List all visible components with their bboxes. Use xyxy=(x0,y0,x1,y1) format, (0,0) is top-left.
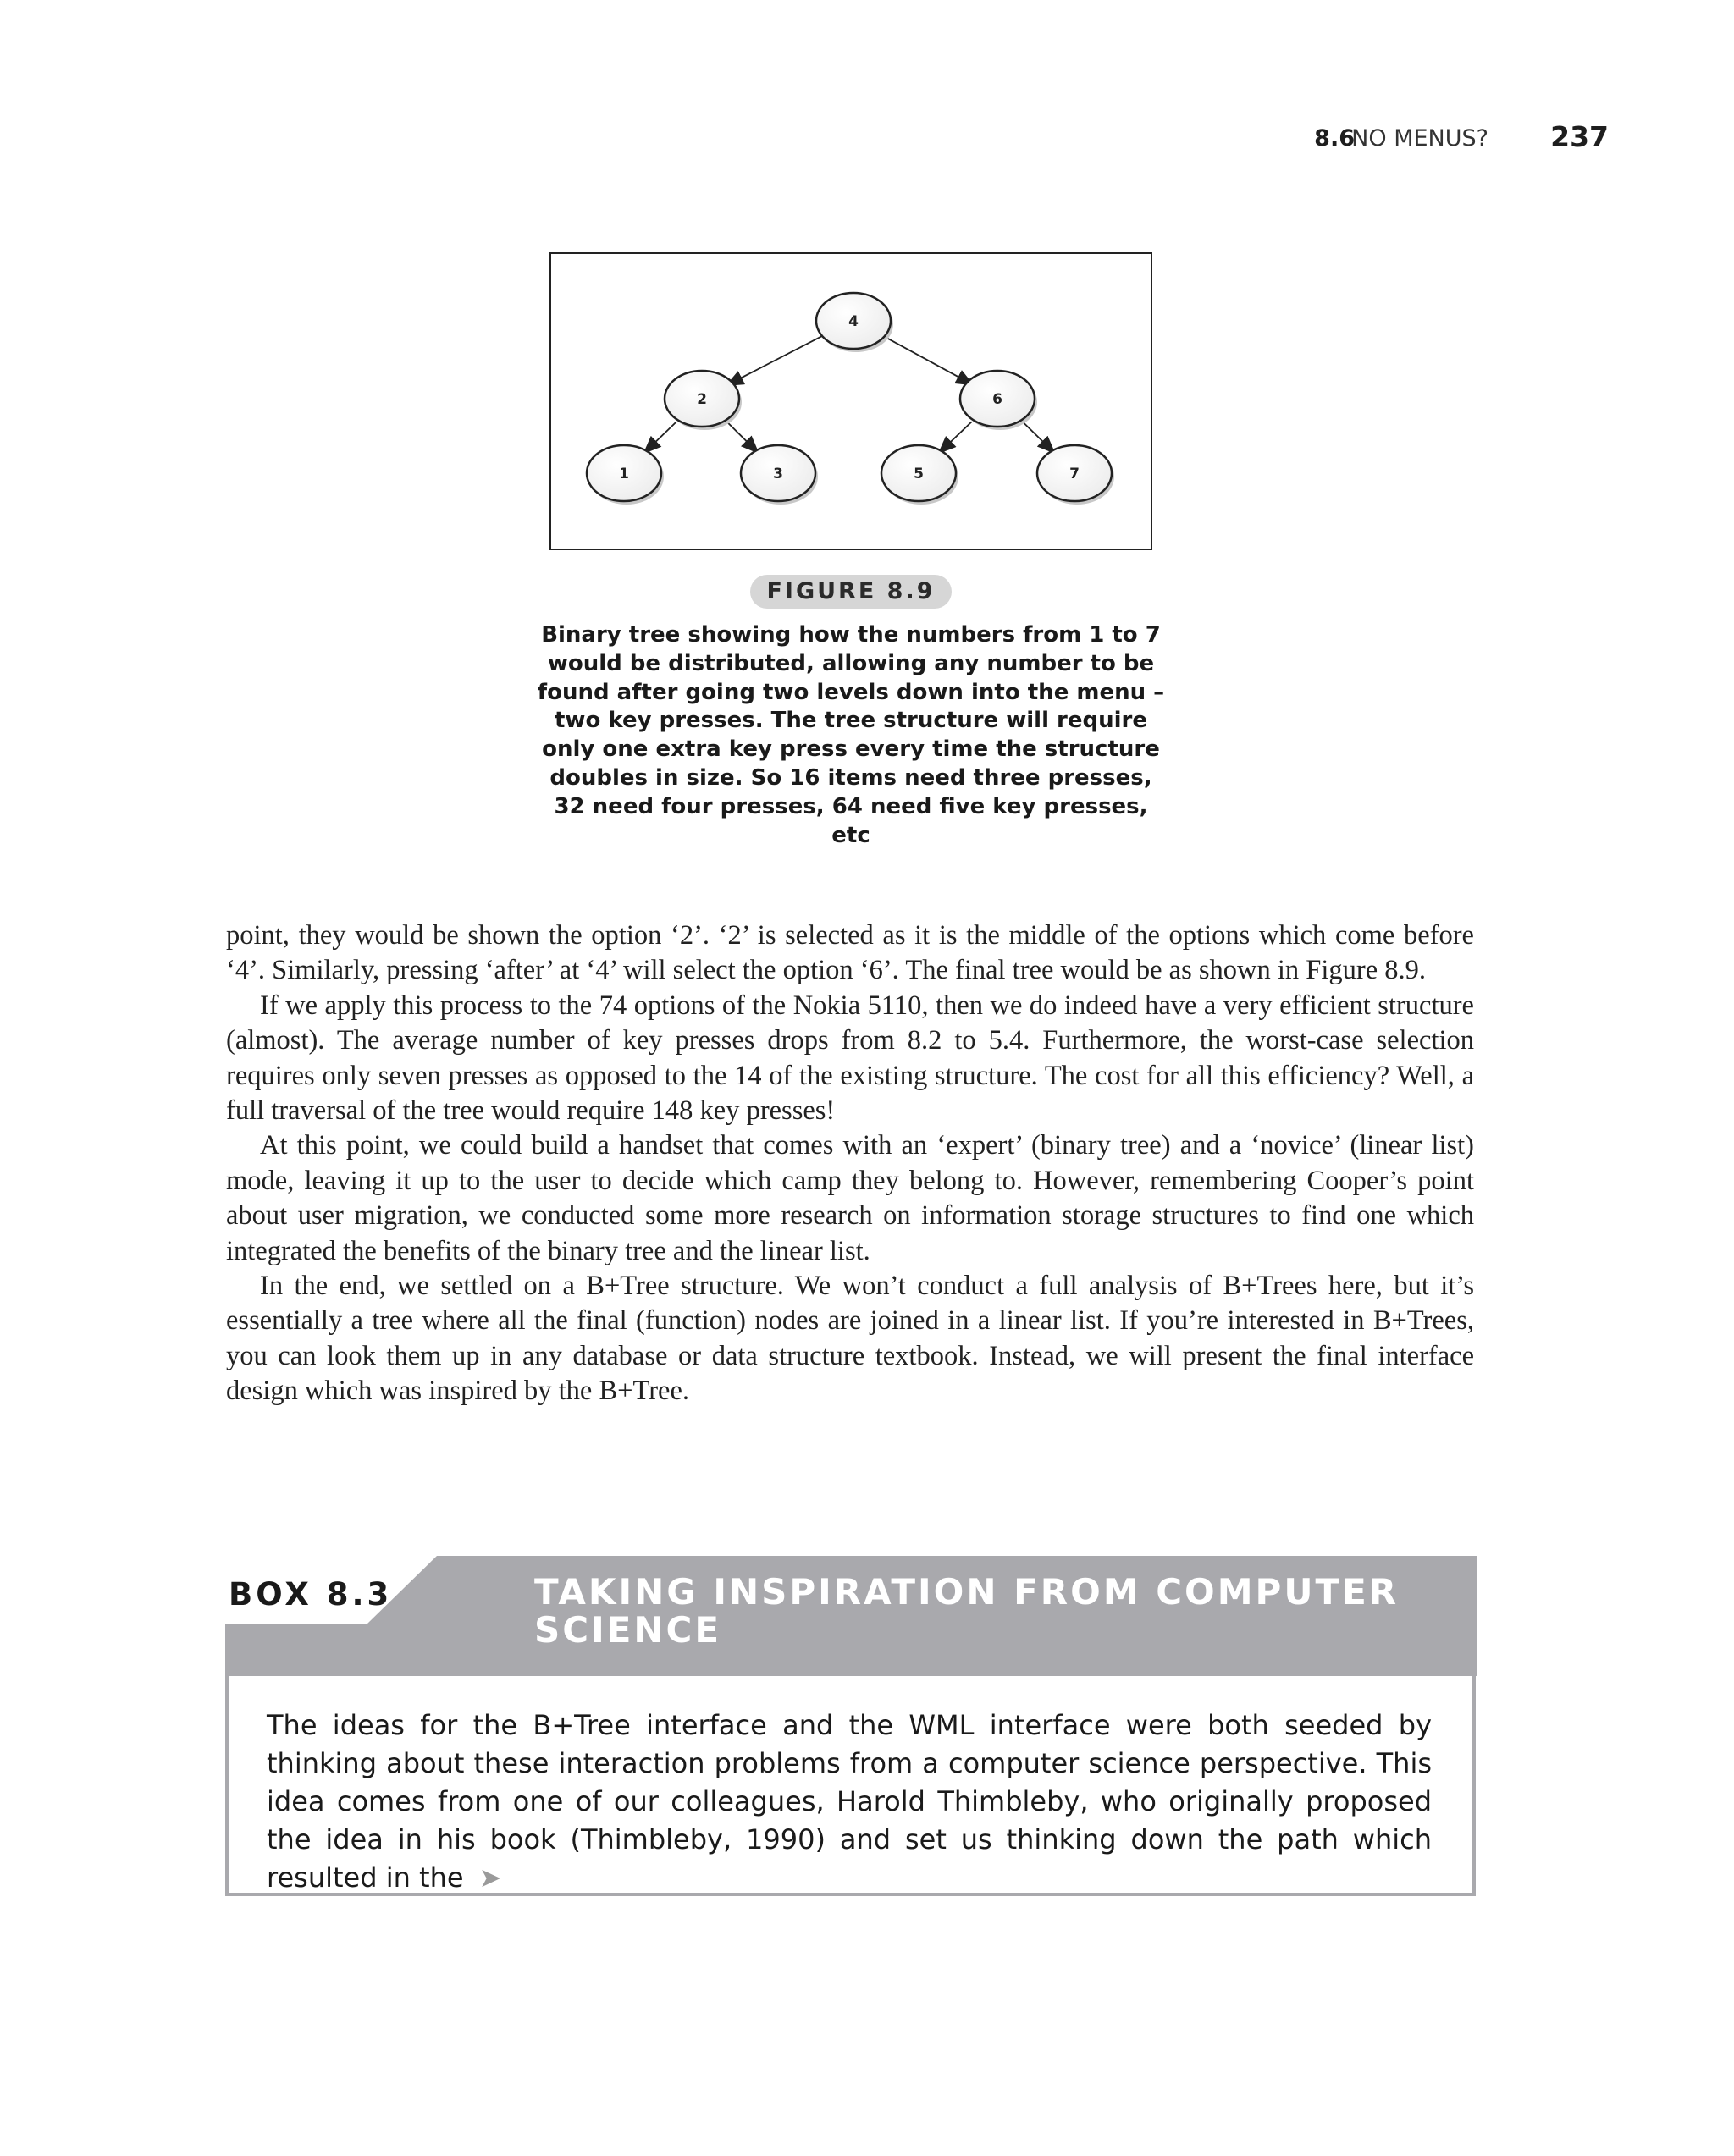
box-label: BOX 8.3 xyxy=(229,1576,393,1613)
box-text xyxy=(267,1707,1432,1897)
tree-edge xyxy=(1023,422,1054,453)
header-section-title: NO MENUS? xyxy=(1351,125,1488,152)
tree-node-label: 6 xyxy=(992,391,1002,408)
tree-edge xyxy=(727,422,759,453)
box-text-content: The ideas for the B+Tree interface and the WML interface were both seeded by thinking about these interaction problems from a computer science perspective. This idea comes from one of our colleagues, Harold Thimbleby, who originally proposed the idea in his book (Thimbleby, 1990) and set us thinking down the path which resulted in the xyxy=(267,1709,1432,1894)
figure-caption: Binary tree showing how the numbers from 1 to 7 would be distributed, allowing any number to be found after going two levels down into the menu – two key presses. The tree structure will require only one extra key press every time the structure doubles in size. So 16 items need three presses, 32 need four presses, 64 need five key presses, etc xyxy=(537,622,1165,848)
tree-node-label: 2 xyxy=(697,391,707,408)
tree-node-label: 5 xyxy=(914,466,924,482)
binary-tree-diagram xyxy=(551,254,1151,549)
paragraph: If we apply this process to the 74 options of the Nokia 5110, then we do indeed have a very efficient structure (almost). The average number of key presses drops from 8.2 to 5.4. Furthermore, the worst-case selection requires only seven presses as opposed to the 14 of the existing structure. The cost for all this efficiency? Well, a full traversal of the tree would require 148 key presses! xyxy=(226,990,1474,1127)
tree-node-label: 7 xyxy=(1069,466,1080,482)
paragraph: point, they would be shown the option ‘2’. ‘2’ is selected as it is the middle of the options which come before ‘4’. Similarly, pressing ‘after’ at ‘4’ will select the option ‘6’. The final tree would be as shown in Figure 8.9. xyxy=(226,920,1474,986)
tree-edge xyxy=(885,337,973,385)
tree-node-label: 1 xyxy=(619,466,629,482)
paragraph: In the end, we settled on a B+Tree structure. We won’t conduct a full analysis of B+Trees here, but it’s essentially a tree where all the final (function) nodes are joined in a linear list. If you’re interested in B+Trees, you can look them up in any database or data structure textbook. Instead, we will present the final interface design which was inspired by the B+Tree. xyxy=(226,1271,1474,1407)
figure-label: FIGURE 8.9 xyxy=(750,575,952,609)
running-header xyxy=(1270,120,1609,157)
continue-arrow-icon: ➤ xyxy=(478,1861,502,1894)
header-section-number: 8.6 xyxy=(1314,125,1355,152)
body-text xyxy=(226,918,1474,1409)
page-number: 237 xyxy=(1550,120,1609,153)
paragraph: At this point, we could build a handset that comes with an ‘expert’ (binary tree) and a ‘novice’ (linear list) mode, leaving it up to the user to decide which camp they belong to. However, remembering Cooper’s point about user migration, we conducted some more research on information storage structures to find one which integrated the benefits of the binary tree and the linear list. xyxy=(226,1130,1474,1266)
figure-frame xyxy=(549,252,1152,550)
tree-edge xyxy=(939,422,972,453)
tree-edge xyxy=(726,336,821,385)
tree-edge xyxy=(644,422,676,453)
tree-nodes xyxy=(587,293,1114,505)
box-title: TAKING INSPIRATION FROM COMPUTER SCIENCE xyxy=(534,1571,1400,1651)
tree-node-label: 3 xyxy=(773,466,783,482)
tree-node-label: 4 xyxy=(848,313,859,330)
